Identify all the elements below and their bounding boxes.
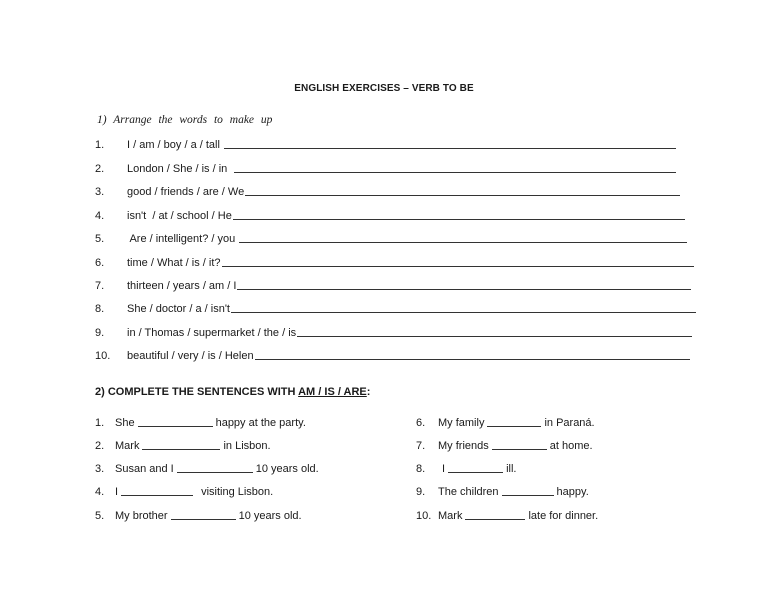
sentence-start: Mark [115,440,140,452]
answer-blank[interactable] [237,289,691,290]
answer-blank[interactable] [231,312,696,313]
sentence-end: 10 years old. [255,463,319,475]
sentence-start: She [115,417,135,429]
exercise2-item-10 [416,506,598,522]
answer-blank[interactable] [487,426,541,427]
item-number: 4. [95,210,105,222]
exercise2-item-1 [95,413,306,429]
sentence-end: in Paraná. [544,417,595,429]
exercise1-item-10 [95,346,690,362]
sentence-end: happy. [556,486,589,498]
sentence-start: Mark [438,510,463,522]
answer-blank[interactable] [239,242,687,243]
section2-heading-verbs: AM / IS / ARE [298,386,367,398]
item-number: 8. [95,303,105,315]
answer-blank[interactable] [245,195,680,196]
section2-heading-suffix: : [366,386,371,398]
item-words: in / Thomas / supermarket / the / is [127,327,297,339]
page-title: ENGLISH EXERCISES – VERB TO BE [294,83,474,94]
item-words: thirteen / years / am / I [127,280,237,292]
item-words: I / am / boy / a / tall [127,139,223,151]
answer-blank[interactable] [234,172,676,173]
item-number: 9. [416,486,426,498]
sentence-start: Susan and I [115,463,174,475]
answer-blank[interactable] [224,148,676,149]
answer-blank[interactable] [121,495,193,496]
item-number: 8. [416,463,426,475]
item-number: 6. [95,257,105,269]
item-words: isn't / at / school / He [127,210,232,222]
item-number: 2. [95,163,105,175]
sentence-start: The children [438,486,499,498]
sentence-end: 10 years old. [238,510,302,522]
item-number: 2. [95,440,105,452]
exercise2-item-3 [95,459,319,475]
item-number: 5. [95,233,105,245]
sentence-end: in Lisbon. [223,440,271,452]
exercise2-item-5 [95,506,302,522]
exercise2-item-6 [416,413,595,429]
exercise2-item-9 [416,482,589,498]
item-number: 10. [95,350,111,362]
item-number: 6. [416,417,426,429]
sentence-start: My brother [115,510,168,522]
item-number: 7. [95,280,105,292]
sentence-start: I [115,486,119,498]
answer-blank[interactable] [502,495,554,496]
sentence-end: late for dinner. [528,510,599,522]
answer-blank[interactable] [297,336,692,337]
item-number: 10. [416,510,432,522]
item-number: 1. [95,417,105,429]
answer-blank[interactable] [138,426,213,427]
sentence-end: ill. [506,463,517,475]
item-words: She / doctor / a / isn't [127,303,230,315]
answer-blank[interactable] [255,359,690,360]
item-words: good / friends / are / We [127,186,245,198]
section2-heading-prefix: 2) COMPLETE THE SENTENCES WITH [95,386,299,398]
exercise2-item-7 [416,436,593,452]
exercise1-item-7 [95,276,691,292]
exercise1-item-5 [95,229,687,245]
exercise2-item-2 [95,436,271,452]
section2-heading [95,386,370,398]
answer-blank[interactable] [171,519,236,520]
answer-blank[interactable] [465,519,525,520]
item-number: 1. [95,139,105,151]
exercise1-item-2 [95,159,676,175]
item-number: 7. [416,440,426,452]
item-number: 4. [95,486,105,498]
answer-blank[interactable] [233,219,685,220]
section1-heading: 1) Arrange the words to make up [97,114,273,126]
answer-blank[interactable] [177,472,253,473]
sentence-start: My friends [438,440,489,452]
item-words: Are / intelligent? / you [127,233,239,245]
answer-blank[interactable] [222,266,694,267]
sentence-start: My family [438,417,485,429]
sentence-end: happy at the party. [215,417,306,429]
item-words: time / What / is / it? [127,257,221,269]
sentence-end: at home. [549,440,593,452]
item-number: 5. [95,510,105,522]
answer-blank[interactable] [492,449,547,450]
item-number: 3. [95,186,105,198]
item-words: London / She / is / in [127,163,234,175]
exercise1-item-1 [95,135,676,151]
exercise2-item-4 [95,482,273,498]
exercise1-item-6 [95,253,694,269]
item-words: beautiful / very / is / Helen [127,350,254,362]
answer-blank[interactable] [142,449,220,450]
sentence-start: I [442,463,446,475]
item-number: 3. [95,463,105,475]
exercise1-item-4 [95,206,685,222]
exercise1-item-8 [95,299,696,315]
answer-blank[interactable] [448,472,503,473]
sentence-end: visiting Lisbon. [201,486,274,498]
exercise1-item-9 [95,323,692,339]
exercise2-item-8 [416,459,516,475]
exercise1-item-3 [95,182,680,198]
item-number: 9. [95,327,105,339]
